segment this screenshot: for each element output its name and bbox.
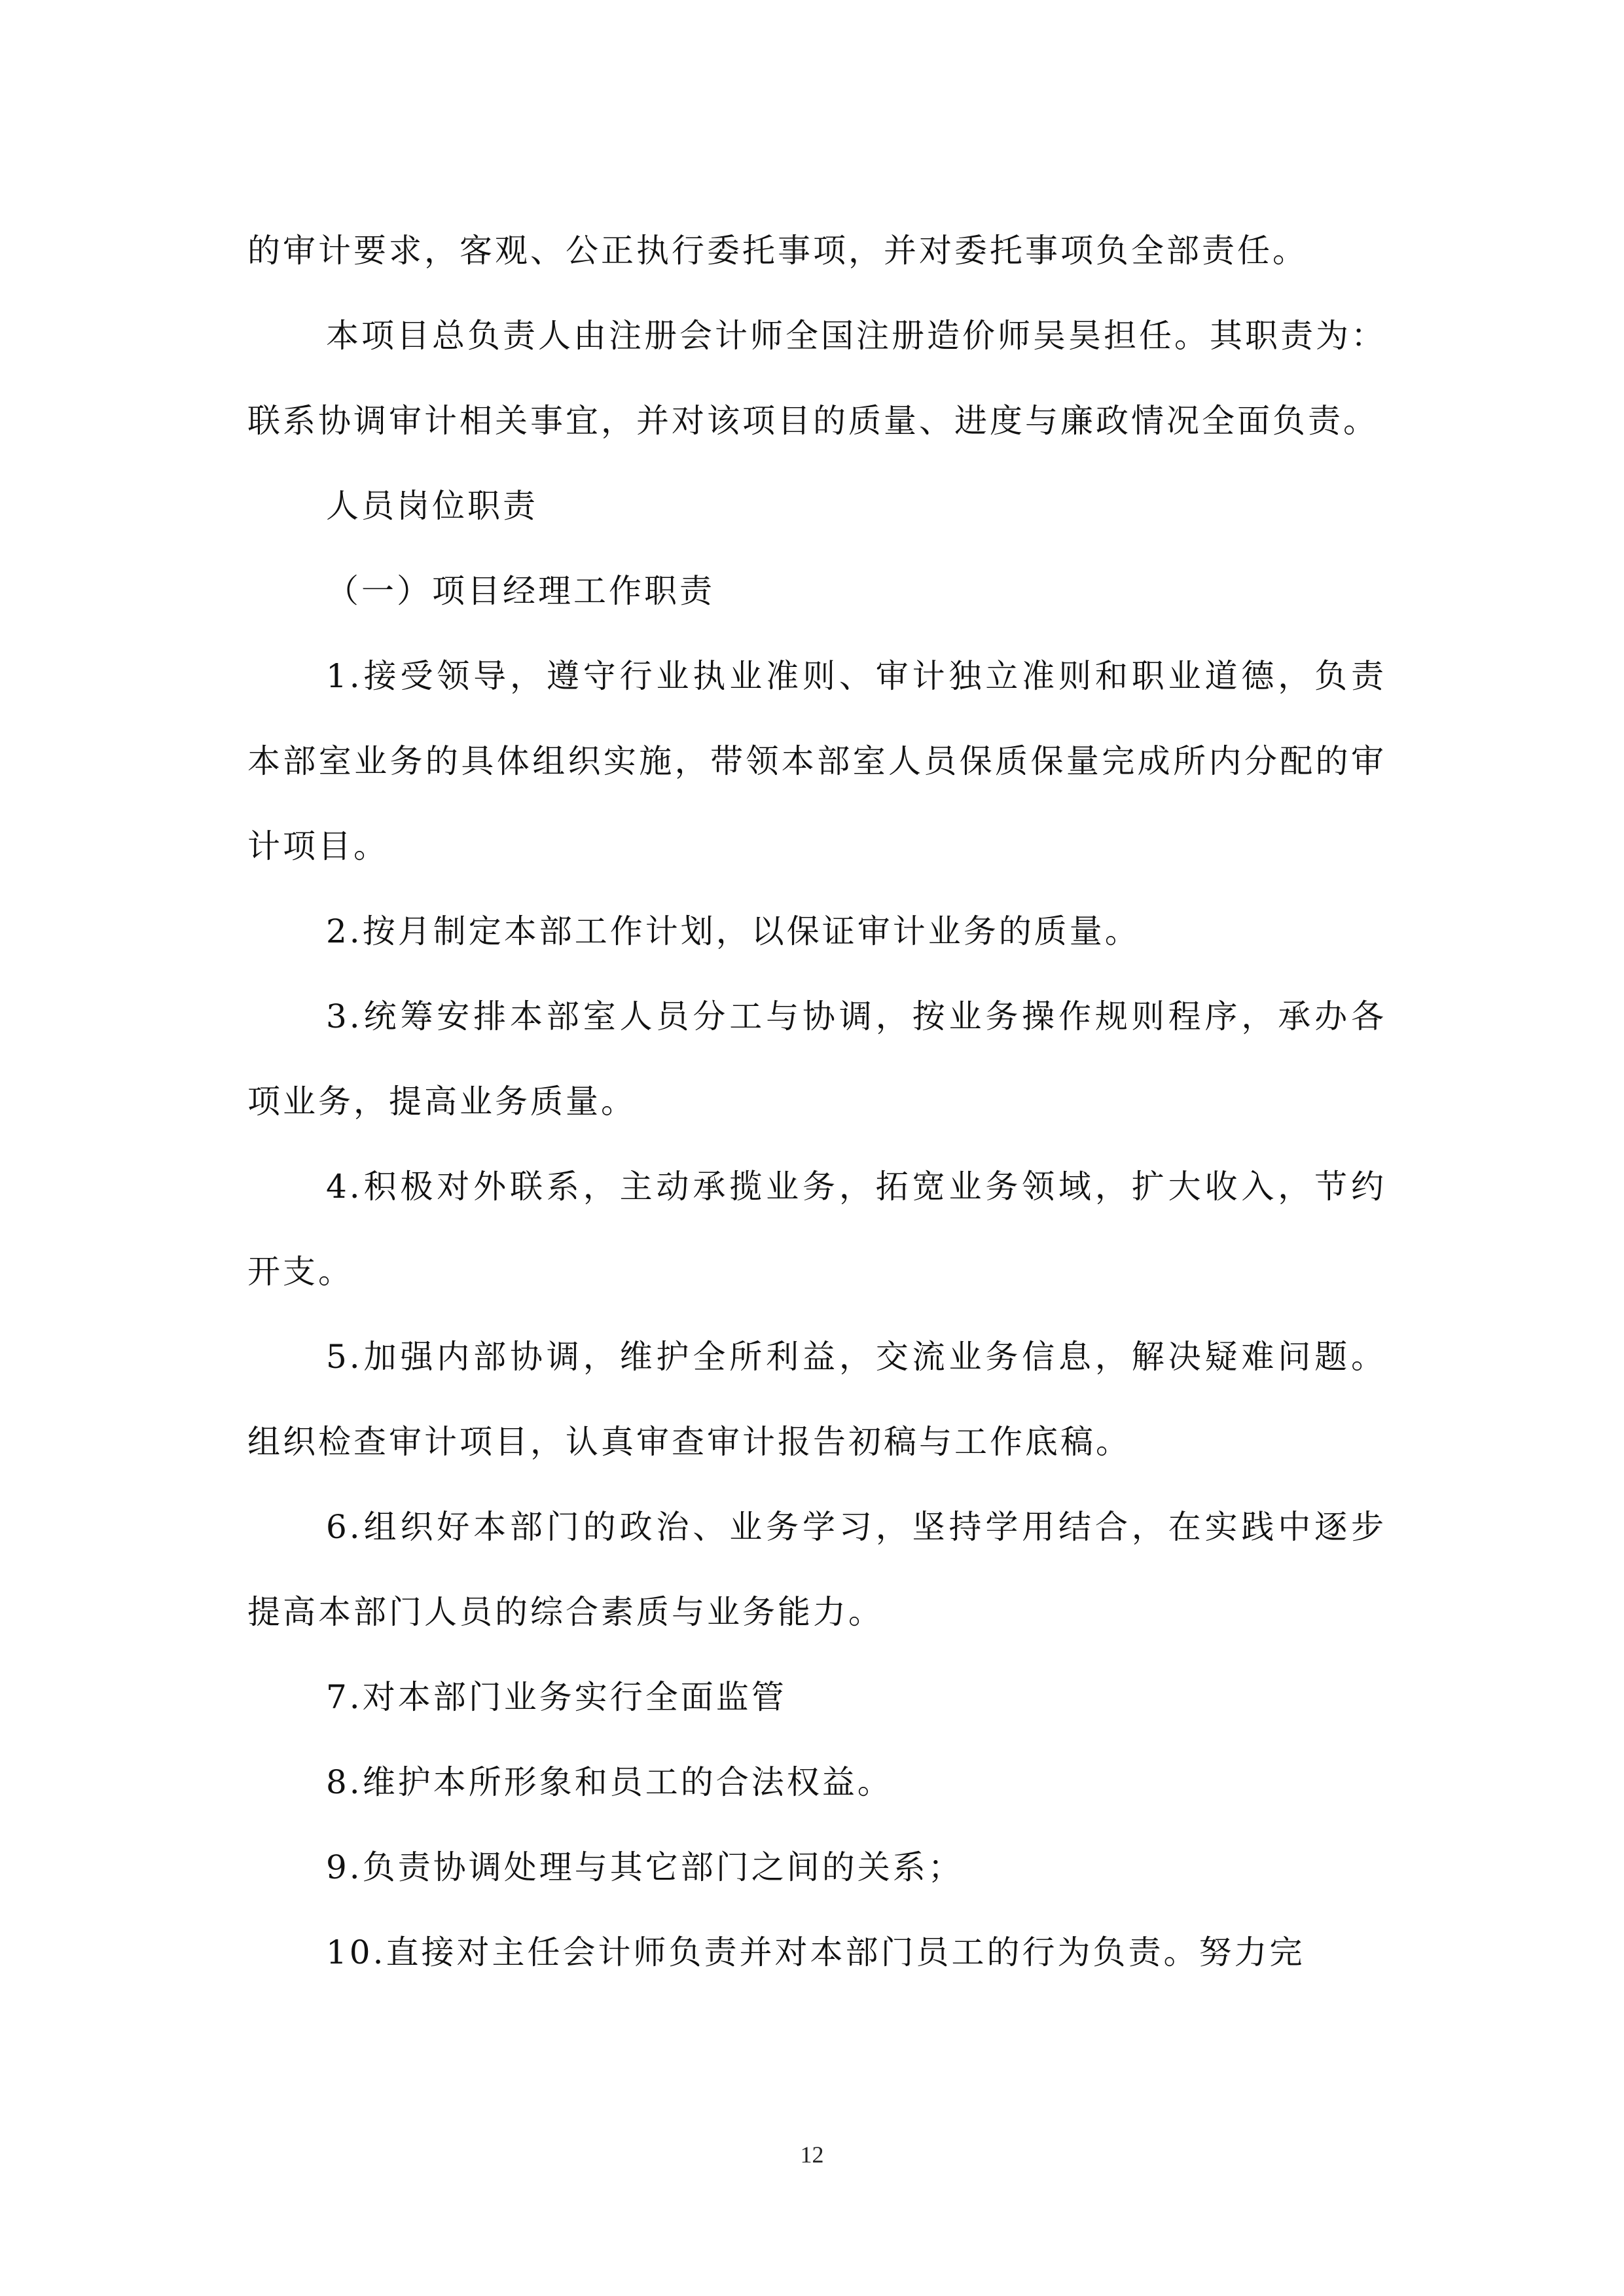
list-item-4: 4.积极对外联系，主动承揽业务，拓宽业务领域，扩大收入，节约开支。 xyxy=(247,1168,1386,1291)
list-item-9: 9.负责协调处理与其它部门之间的关系； xyxy=(326,1848,964,1886)
list-item-3: 3.统筹安排本部室人员分工与协调，按业务操作规则程序，承办各项业务，提高业务质量。 xyxy=(247,997,1386,1121)
subsection-heading-project-manager: （一）项目经理工作职责 xyxy=(326,572,715,610)
page-number: 12 xyxy=(800,2142,824,2168)
list-item-1: 1.接受领导，遵守行业执业准则、审计独立准则和职业道德，负责本部室业务的具体组织实施，带领本部室人员保质保量完成所内分配的审计项目。 xyxy=(247,657,1386,865)
list-item-10: 10.直接对主任会计师负责并对本部门员工的行为负责。努力完 xyxy=(326,1933,1305,1971)
paragraph-continuation: 的审计要求，客观、公正执行委托事项，并对委托事项负全部责任。 xyxy=(247,232,1308,270)
list-item-5: 5.加强内部协调，维护全所利益，交流业务信息，解决疑难问题。组织检查审计项目，认真审查审计报告初稿与工作底稿。 xyxy=(247,1338,1386,1461)
list-item-2: 2.按月制定本部工作计划，以保证审计业务的质量。 xyxy=(326,912,1140,950)
list-item-8: 8.维护本所形象和员工的合法权益。 xyxy=(326,1763,893,1801)
section-heading-staff-duties: 人员岗位职责 xyxy=(326,487,538,525)
document-body xyxy=(247,208,1386,1995)
list-item-7: 7.对本部门业务实行全面监管 xyxy=(326,1678,787,1716)
paragraph-project-lead: 本项目总负责人由注册会计师全国注册造价师吴昊担任。其职责为：联系协调审计相关事宜，并对该项目的质量、进度与廉政情况全面负责。 xyxy=(247,317,1386,440)
list-item-6: 6.组织好本部门的政治、业务学习，坚持学用结合，在实践中逐步提高本部门人员的综合素质与业务能力。 xyxy=(247,1508,1386,1631)
